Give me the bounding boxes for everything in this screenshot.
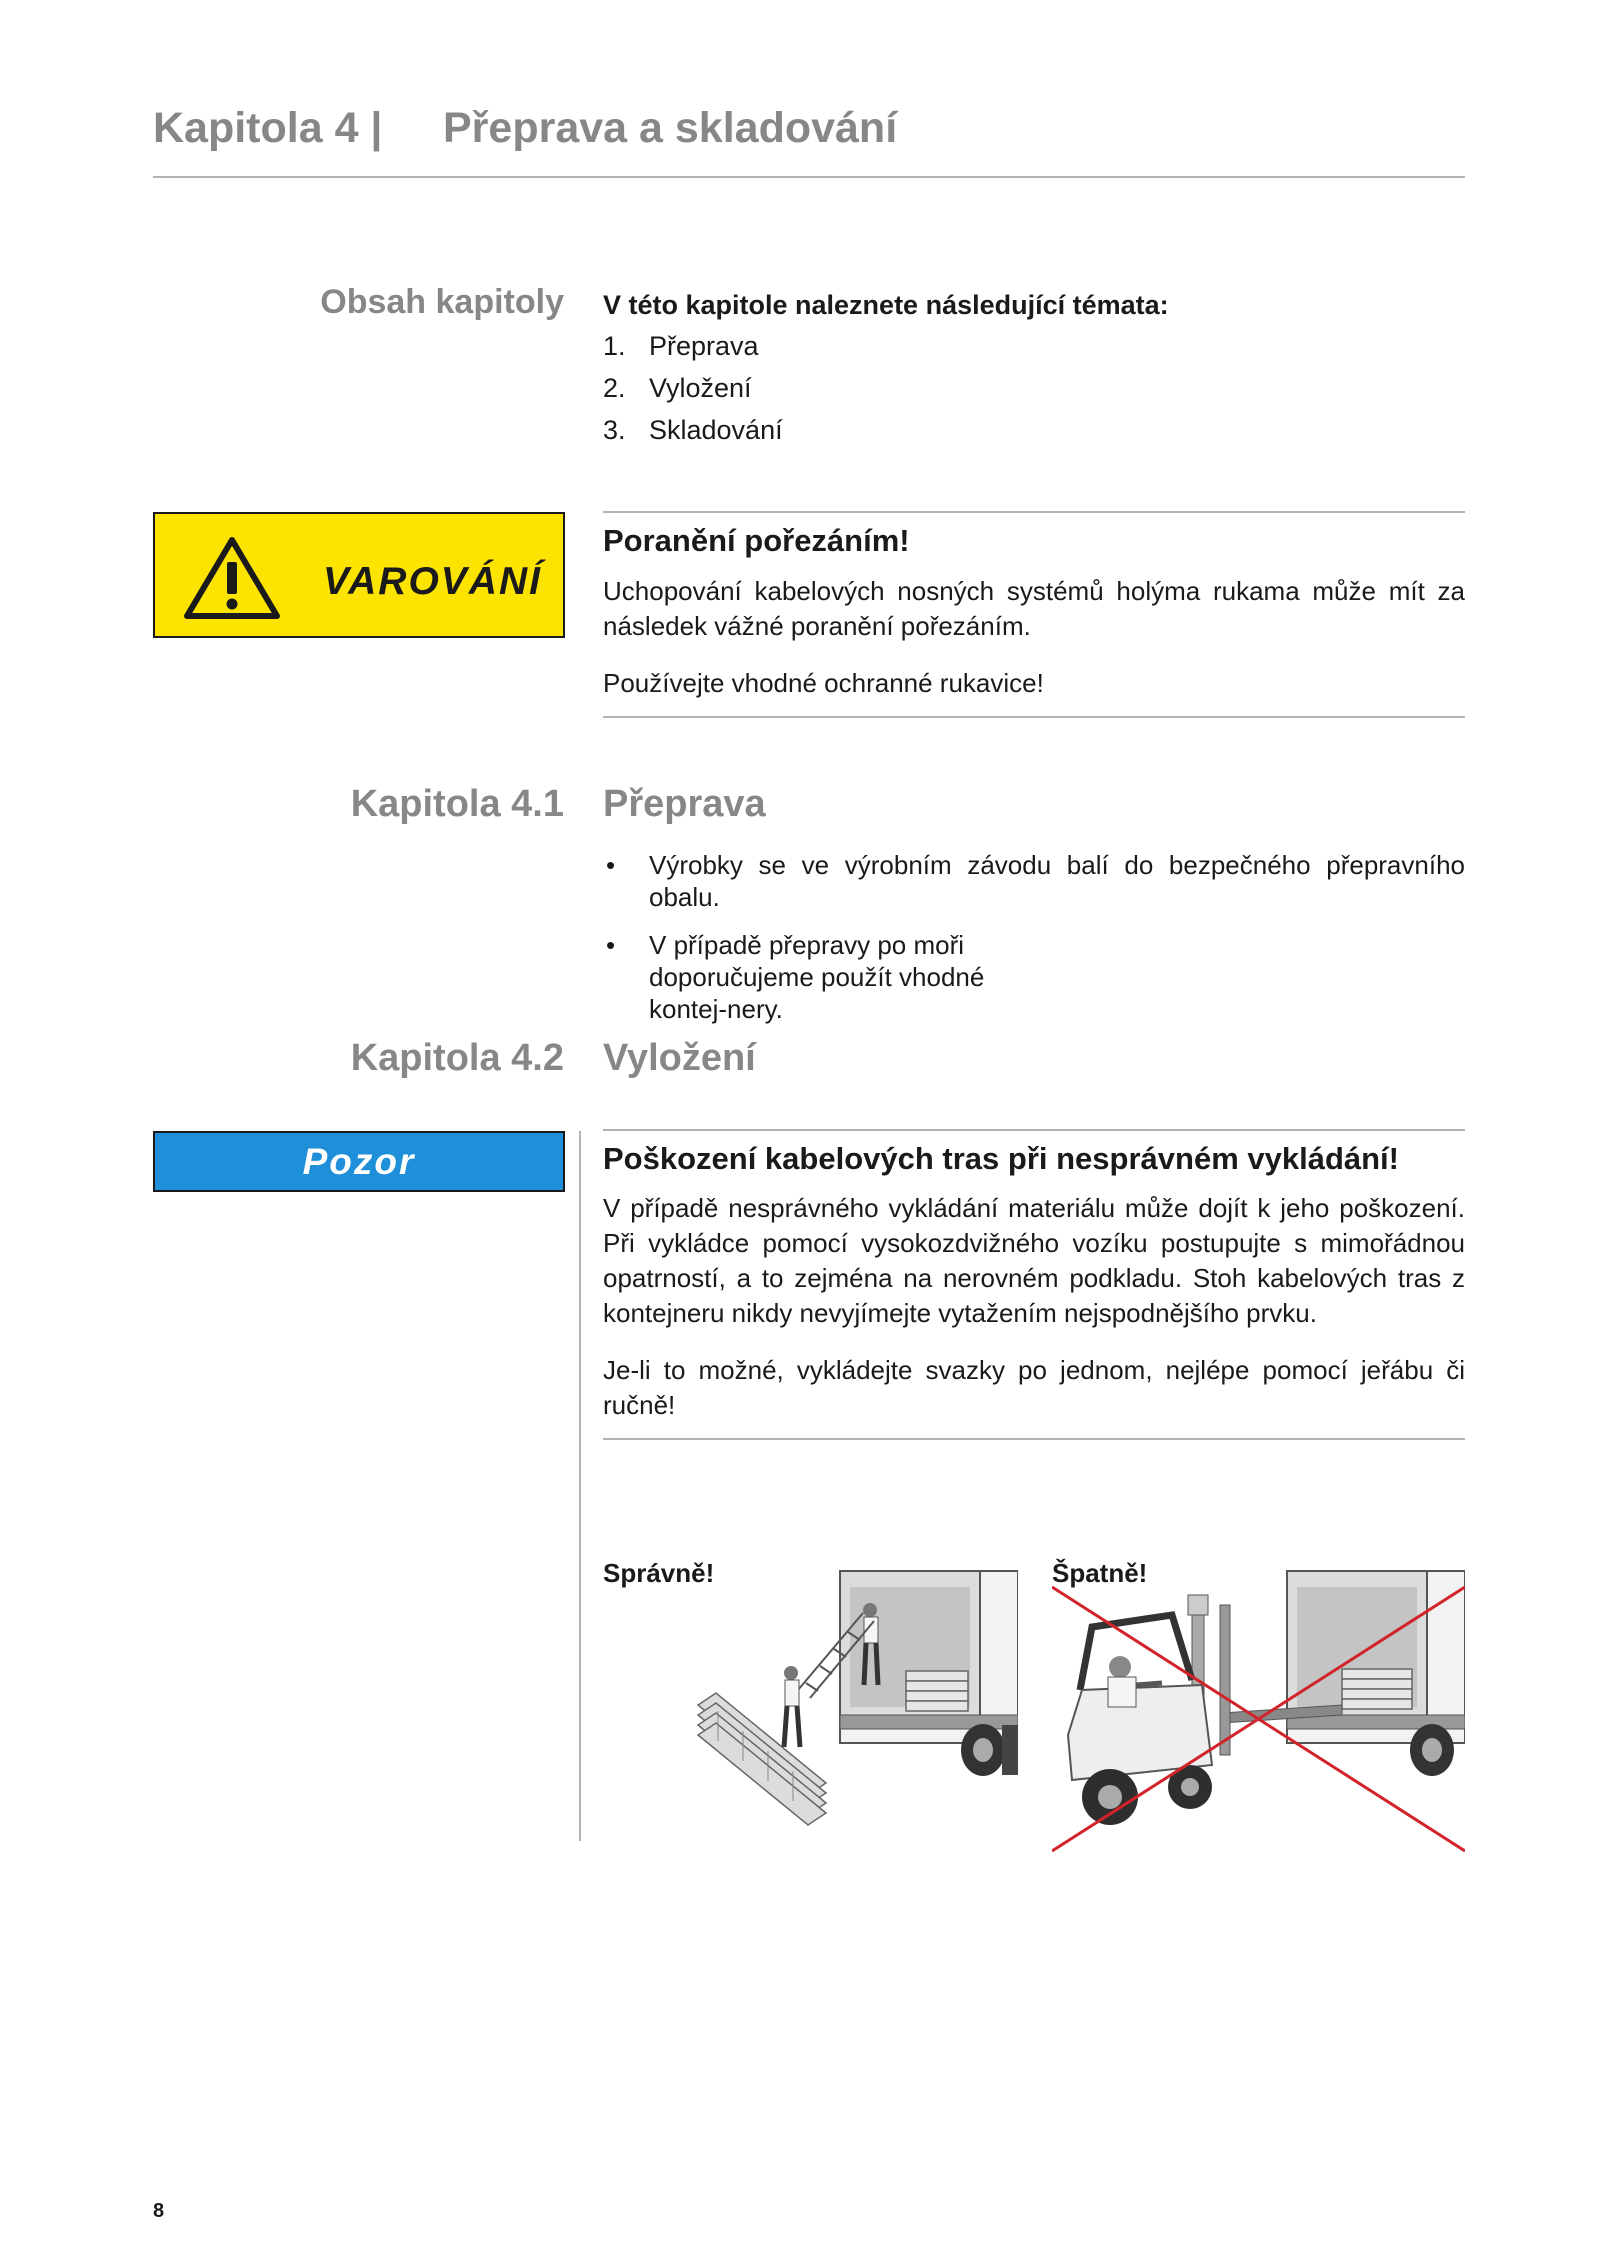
chapter-number: Kapitola 4 | bbox=[153, 104, 383, 152]
wrong-unloading-illustration bbox=[1052, 1565, 1465, 1855]
toc-item-text: Skladování bbox=[649, 415, 783, 445]
correct-label: Správně! bbox=[603, 1558, 715, 1588]
divider bbox=[603, 1129, 1465, 1131]
warning-instruction: Používejte vhodné ochranné rukavice! bbox=[603, 668, 1044, 698]
toc-label: Obsah kapitoly bbox=[320, 283, 564, 321]
toc-item bbox=[603, 373, 752, 404]
correct-unloading-illustration bbox=[688, 1565, 1018, 1855]
bullet-text: V případě přepravy po moři doporučujeme použít vhodné kontej-nery. bbox=[649, 930, 985, 1024]
toc-item bbox=[603, 331, 759, 362]
toc-item-number: 1. bbox=[603, 331, 626, 361]
divider bbox=[603, 716, 1465, 718]
page-number: 8 bbox=[153, 2200, 165, 2222]
toc-item-number: 3. bbox=[603, 415, 626, 445]
toc-item bbox=[603, 415, 783, 446]
caution-text: V případě nesprávného vykládání materiálu může dojít k jeho poškození. Při vykládce pomocí vysokozdvižného vozíku postupujte s mimořádnou opatrností, a to zejména na nerovném podkladu. Stoh kabelových tras z kontejneru nikdy nevyjímejte vytažením nejspodnějšího prvku. bbox=[603, 1193, 1465, 1328]
caution-label: Pozor bbox=[302, 1141, 416, 1182]
warning-label: VAROVÁNÍ bbox=[323, 560, 542, 603]
caution-box bbox=[153, 1131, 565, 1192]
divider bbox=[603, 511, 1465, 513]
section-title: Přeprava bbox=[603, 783, 766, 825]
wrong-label: Špatně! bbox=[1052, 1558, 1148, 1588]
section-label: Kapitola 4.1 bbox=[350, 783, 564, 825]
section-label: Kapitola 4.2 bbox=[350, 1037, 564, 1079]
bullet-item bbox=[603, 929, 1465, 1025]
warning-box bbox=[153, 512, 565, 638]
header-divider bbox=[153, 176, 1465, 178]
bullet-item bbox=[603, 849, 1465, 913]
bullet-icon: • bbox=[606, 850, 616, 880]
vertical-divider bbox=[579, 1131, 581, 1841]
caution-title: Poškození kabelových tras při nesprávném vykládání! bbox=[603, 1141, 1399, 1176]
warning-text: Uchopování kabelových nosných systémů holýma rukama může mít za následek vážné poranění pořezáním. bbox=[603, 576, 1465, 641]
warning-triangle-icon bbox=[183, 536, 281, 620]
bullet-text: Výrobky se ve výrobním závodu balí do bezpečného přepravního obalu. bbox=[649, 850, 1465, 912]
section-title: Vyložení bbox=[603, 1037, 756, 1079]
divider bbox=[603, 1438, 1465, 1440]
toc-item-text: Vyložení bbox=[649, 373, 752, 403]
warning-title: Poranění pořezáním! bbox=[603, 523, 910, 558]
caution-instruction: Je-li to možné, vykládejte svazky po jednom, nejlépe pomocí jeřábu či ručně! bbox=[603, 1355, 1465, 1420]
chapter-title: Přeprava a skladování bbox=[443, 104, 898, 152]
toc-item-number: 2. bbox=[603, 373, 626, 403]
bullet-icon: • bbox=[606, 930, 616, 960]
toc-intro: V této kapitole naleznete následující témata: bbox=[603, 290, 1169, 320]
toc-item-text: Přeprava bbox=[649, 331, 759, 361]
